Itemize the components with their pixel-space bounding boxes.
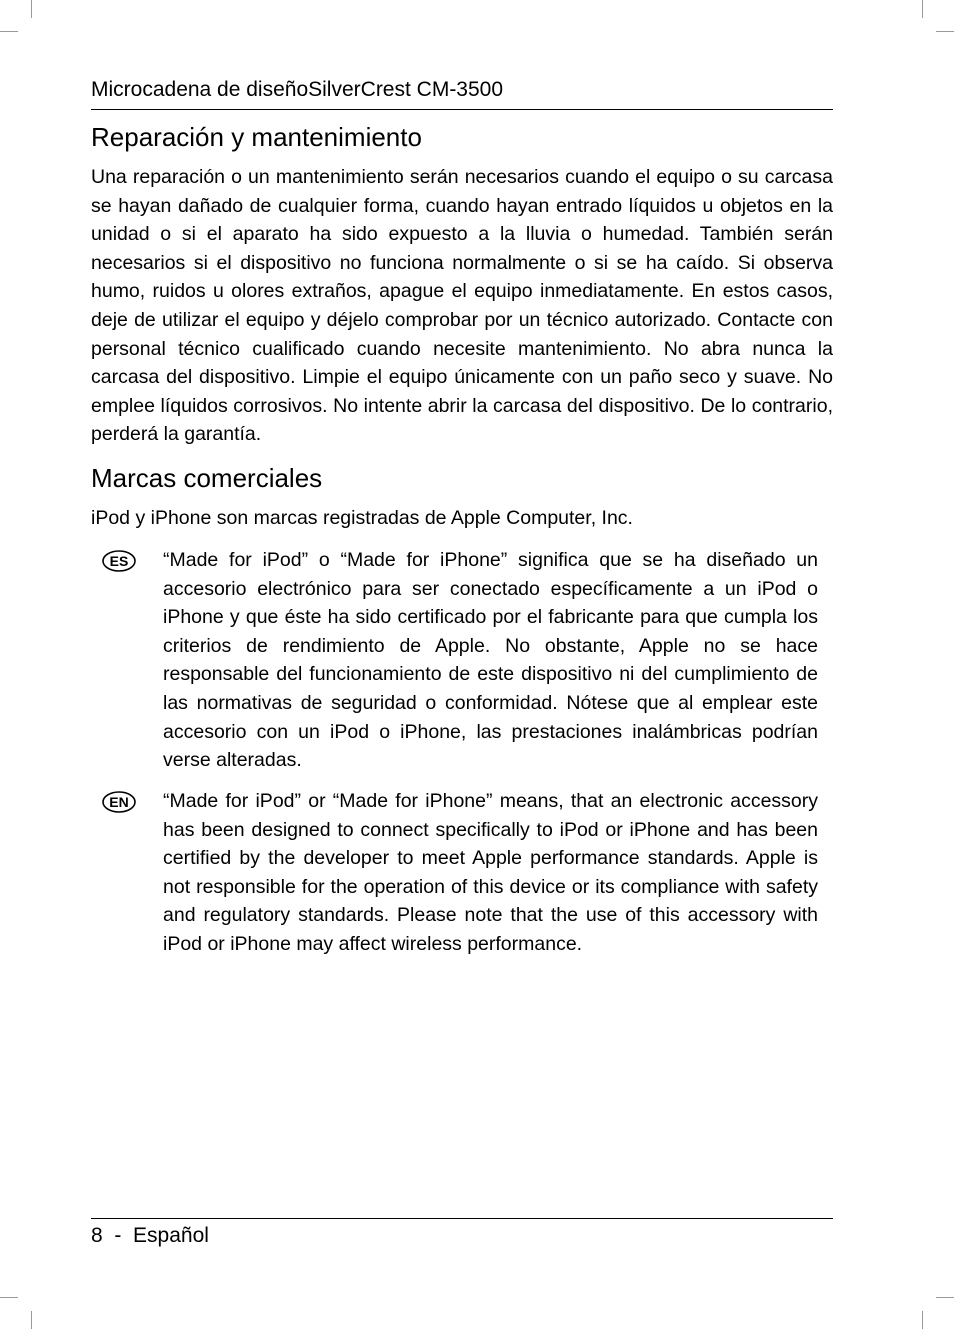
header-divider	[91, 109, 833, 110]
page-number: 8	[91, 1224, 103, 1247]
footer-language: Español	[133, 1224, 209, 1247]
note-text-es: “Made for iPod” o “Made for iPhone” significa que se ha diseñado un accesorio electrónico para ser conectado específicamente a un iPod o iPhone y que éste ha sido certificado por el fabricante para que cumpla los criterios de rendimiento de Apple. No obstante, Apple no se hace responsable del funcionamiento de este dispositivo ni del cumplimiento de las normativas de seguridad o conformidad. Nótese que al emplear este accesorio con un iPod o iPhone, las prestaciones inalámbricas podrían verse alteradas.	[163, 549, 818, 772]
section-title-trademarks: Marcas comerciales	[91, 463, 323, 493]
es-language-icon	[102, 550, 136, 572]
page-footer	[91, 1222, 209, 1250]
crop-mark-bottom-left	[0, 1297, 18, 1298]
running-header: Microcadena de diseñoSilverCrest CM-3500	[91, 78, 504, 101]
crop-mark-top-left	[0, 31, 18, 32]
trademarks-intro: iPod y iPhone son marcas registradas de Apple Computer, Inc.	[91, 507, 633, 529]
crop-mark-bottom-right	[922, 1311, 923, 1329]
crop-mark-top-left	[31, 0, 32, 18]
footer-divider	[91, 1218, 833, 1219]
section-title-repair: Reparación y mantenimiento	[91, 122, 422, 152]
footer-separator: -	[114, 1224, 122, 1247]
crop-mark-top-right	[922, 0, 923, 18]
crop-mark-top-right	[936, 31, 954, 32]
crop-mark-bottom-right	[936, 1297, 954, 1298]
en-label: EN	[109, 794, 129, 810]
repair-paragraph: Una reparación o un mantenimiento serán necesarios cuando el equipo o su carcasa se hayan dañado de cualquier forma, cuando hayan entrado líquidos u objetos en la unidad o si el aparato ha sido expuesto a la lluvia o humedad. También serán necesarios si el dispositivo no funciona normalmente o si se ha caído. Si observa humo, ruidos u olores extraños, apague el equipo inmediatamente. En estos casos, deje de utilizar el equipo y déjelo comprobar por un técnico autorizado. Contacte con personal técnico cualificado cuando necesite mantenimiento. No abra nunca la carcasa del dispositivo. Limpie el equipo únicamente con un paño seco y suave. No emplee líquidos corrosivos. No intente abrir la carcasa del dispositivo. De lo contrario, perderá la garantía.	[91, 166, 833, 446]
crop-mark-bottom-left	[31, 1311, 32, 1329]
es-label: ES	[109, 553, 129, 569]
note-text-en: “Made for iPod” or “Made for iPhone” means, that an electronic accessory has been designed to connect specifically to iPod or iPhone and has been certified by the developer to meet Apple performance standards. Apple is not responsible for the operation of this device or its compliance with safety and regulatory standards. Please note that the use of this accessory with iPod or iPhone may affect wireless performance.	[163, 790, 818, 955]
en-language-icon	[102, 791, 136, 813]
